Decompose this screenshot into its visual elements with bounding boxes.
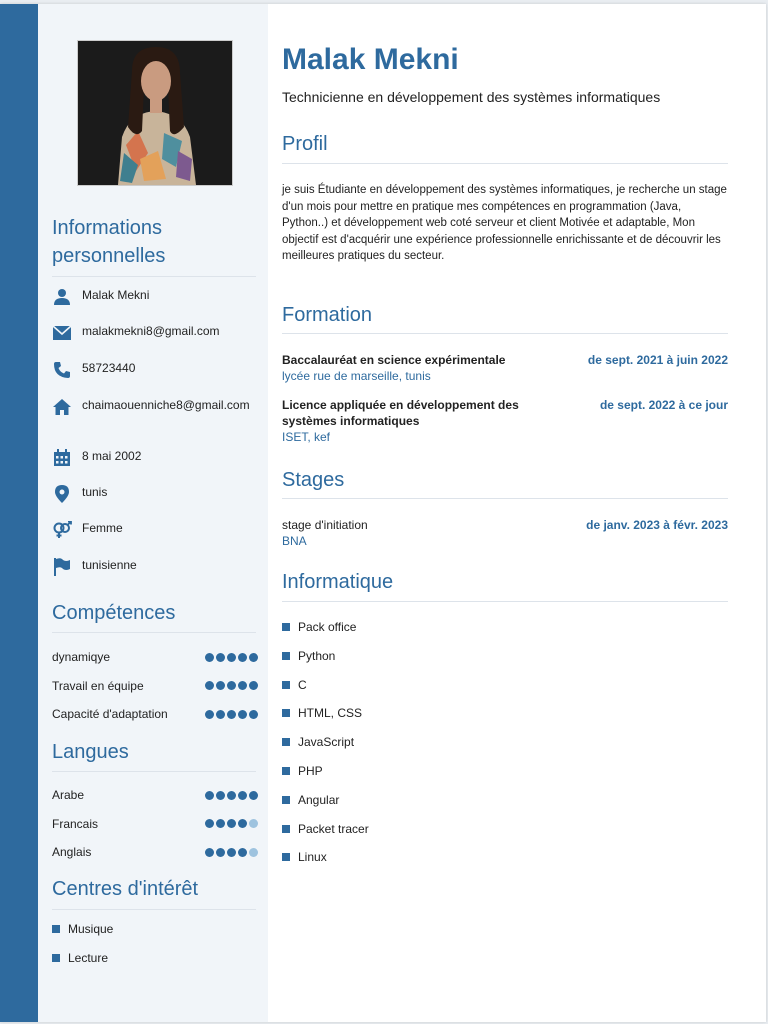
- sidebar: [38, 4, 268, 1022]
- interest-item: [52, 951, 108, 965]
- informatique-label: Python: [298, 648, 336, 663]
- square-bullet-icon: [282, 681, 290, 689]
- formation-date: de sept. 2022 à ce jour: [599, 398, 728, 412]
- formation-title: Baccalauréat en science expérimentale: [282, 353, 506, 367]
- informatique-item: [282, 850, 327, 864]
- language-level-dots: [205, 791, 258, 800]
- square-bullet-icon: [282, 709, 290, 717]
- informatique-item: [282, 620, 356, 634]
- informatique-item: [282, 764, 323, 778]
- section-divider: [282, 163, 728, 164]
- stage-date: de janv. 2023 à févr. 2023: [586, 518, 728, 532]
- personal-info-heading: Informations personnelles: [52, 217, 166, 267]
- level-dot: [249, 653, 258, 662]
- level-dot: [205, 819, 214, 828]
- level-dot: [205, 710, 214, 719]
- formation-entry: [282, 397, 728, 445]
- square-bullet-icon: [282, 853, 290, 861]
- home-icon: [52, 398, 72, 416]
- info-email: malakmekni8@gmail.com: [52, 324, 256, 342]
- informatique-label: PHP: [298, 764, 323, 778]
- phone-icon: [52, 361, 72, 379]
- informatique-item: [282, 822, 369, 836]
- informatique-label: Linux: [298, 850, 327, 865]
- interests-heading: Centres d'intérêt: [52, 878, 199, 900]
- section-divider: [282, 498, 728, 499]
- skill-level-dots: [205, 681, 258, 690]
- level-dot: [238, 848, 247, 857]
- formation-date: de sept. 2021 à juin 2022: [587, 353, 728, 367]
- informatique-label: C: [298, 677, 307, 692]
- profile-text: je suis Étudiante en développement des systèmes informatiques, je recherche un stage d'un mois pour mettre en pratique mes compétences en programmation (Java, Python..) et développement web coté serveur et client Motivée et adaptable, Mon objectif est d'acquérir une expérience professionnelle enrichissante et de découvrir les meilleures pratiques du secteur.: [282, 184, 727, 262]
- formation-school: lycée rue de marseille, tunis: [282, 369, 431, 383]
- informatique-label: JavaScript: [298, 735, 355, 750]
- user-icon: [52, 288, 72, 306]
- informatique-item: [282, 793, 339, 807]
- profile-heading: Profil: [282, 133, 328, 155]
- formation-school: ISET, kef: [282, 430, 331, 444]
- info-gender: Femme: [52, 521, 256, 539]
- level-dot: [205, 653, 214, 662]
- skill-label: dynamiqye: [52, 650, 111, 664]
- informatique-label: Pack office: [298, 620, 357, 634]
- interest-item: [52, 922, 113, 936]
- level-dot: [216, 710, 225, 719]
- flag-icon: [52, 558, 72, 576]
- informatique-item: [282, 678, 307, 692]
- level-dot: [238, 791, 247, 800]
- informatique-heading: Informatique: [282, 571, 394, 593]
- skill-label: Travail en équipe: [52, 678, 144, 693]
- informatique-item: [282, 735, 354, 749]
- level-dot: [227, 848, 236, 857]
- level-dot: [216, 791, 225, 800]
- level-dot: [227, 710, 236, 719]
- stage-company: BNA: [282, 534, 307, 548]
- level-dot: [227, 791, 236, 800]
- skill-label: Capacité d'adaptation: [52, 707, 168, 721]
- level-dot: [216, 819, 225, 828]
- envelope-icon: [52, 324, 72, 342]
- skill-row: [52, 678, 258, 694]
- informatique-label: HTML, CSS: [298, 706, 363, 721]
- level-dot: [205, 791, 214, 800]
- level-dot: [216, 653, 225, 662]
- language-row: [52, 844, 258, 860]
- level-dot: [249, 819, 258, 828]
- language-label: Arabe: [52, 788, 85, 802]
- info-nationality: tunisienne: [52, 558, 256, 576]
- square-bullet-icon: [282, 767, 290, 775]
- informatique-label: Angular: [298, 792, 340, 807]
- section-divider: [52, 276, 256, 277]
- level-dot: [227, 819, 236, 828]
- gender-icon: [52, 521, 72, 539]
- formation-heading: Formation: [282, 304, 373, 326]
- candidate-title: Technicienne en développement des systèmes informatiques: [282, 89, 661, 105]
- square-bullet-icon: [52, 925, 60, 933]
- square-bullet-icon: [282, 825, 290, 833]
- location-pin-icon: [52, 485, 72, 503]
- formation-title: Licence appliquée en développement des systèmes informatiques: [282, 398, 519, 428]
- stage-entry: [282, 517, 728, 549]
- level-dot: [205, 681, 214, 690]
- stage-title: stage d'initiation: [282, 518, 368, 532]
- info-birthdate: 8 mai 2002: [52, 449, 256, 467]
- language-label: Anglais: [52, 845, 92, 859]
- interest-label: Musique: [68, 922, 114, 936]
- skill-level-dots: [205, 653, 258, 662]
- info-address: chaimaouenniche8@gmail.com: [52, 398, 256, 416]
- accent-stripe: [0, 4, 38, 1022]
- calendar-icon: [52, 449, 72, 467]
- language-row: [52, 816, 258, 832]
- level-dot: [216, 848, 225, 857]
- skill-row: [52, 649, 258, 665]
- level-dot: [238, 681, 247, 690]
- section-divider: [52, 632, 256, 633]
- level-dot: [249, 791, 258, 800]
- language-level-dots: [205, 848, 258, 857]
- stages-heading: Stages: [282, 469, 345, 491]
- skill-level-dots: [205, 710, 258, 719]
- level-dot: [249, 848, 258, 857]
- resume-page: [0, 4, 766, 1022]
- section-divider: [282, 333, 728, 334]
- level-dot: [238, 710, 247, 719]
- section-divider: [52, 909, 256, 910]
- square-bullet-icon: [282, 623, 290, 631]
- square-bullet-icon: [282, 738, 290, 746]
- informatique-item: [282, 649, 335, 663]
- level-dot: [227, 681, 236, 690]
- informatique-item: [282, 706, 362, 720]
- section-divider: [52, 771, 256, 772]
- info-city: tunis: [52, 485, 256, 503]
- main-content: [282, 4, 728, 1022]
- interest-label: Lecture: [68, 950, 109, 965]
- language-label: Francais: [52, 816, 99, 831]
- profile-photo: [77, 40, 233, 186]
- level-dot: [227, 653, 236, 662]
- candidate-name: Malak Mekni: [282, 43, 459, 76]
- level-dot: [249, 681, 258, 690]
- info-phone: 58723440: [52, 361, 256, 379]
- square-bullet-icon: [52, 954, 60, 962]
- square-bullet-icon: [282, 652, 290, 660]
- skill-row: [52, 706, 258, 722]
- info-name: Malak Mekni: [52, 288, 256, 306]
- level-dot: [238, 653, 247, 662]
- level-dot: [216, 681, 225, 690]
- language-row: [52, 787, 258, 803]
- language-level-dots: [205, 819, 258, 828]
- level-dot: [205, 848, 214, 857]
- section-divider: [282, 601, 728, 602]
- skills-heading: Compétences: [52, 602, 176, 624]
- square-bullet-icon: [282, 796, 290, 804]
- formation-entry: [282, 352, 728, 384]
- level-dot: [249, 710, 258, 719]
- informatique-label: Packet tracer: [298, 821, 369, 836]
- languages-heading: Langues: [52, 741, 129, 763]
- level-dot: [238, 819, 247, 828]
